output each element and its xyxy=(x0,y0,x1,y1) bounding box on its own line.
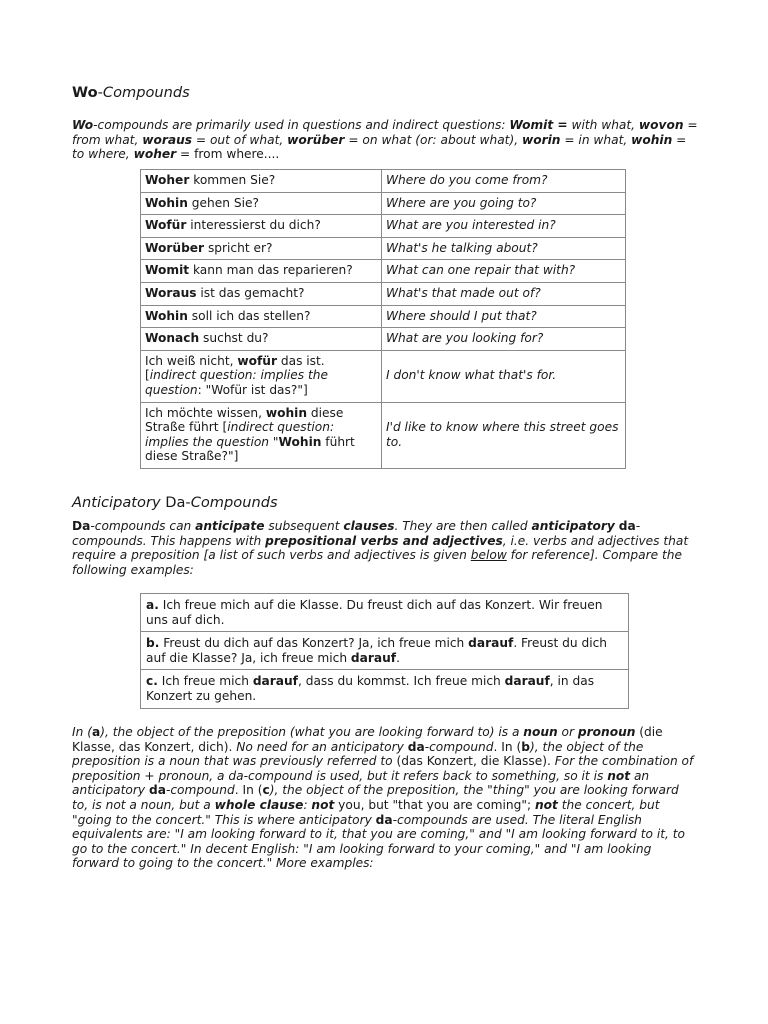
german-sentence-cell xyxy=(141,402,382,468)
text-run: for reference]. Compare the following examples: xyxy=(72,548,682,577)
text-run: spricht er? xyxy=(204,240,273,255)
text-run: diese Straße führt [ xyxy=(145,405,344,435)
text-run: the concert, but "going to the concert." This is where anticipatory xyxy=(72,797,660,827)
text-run: da xyxy=(407,739,425,754)
text-run: you, but "that you are coming"; xyxy=(334,797,535,812)
text-run: Womit = xyxy=(509,118,568,132)
english-translation-cell: What's he talking about? xyxy=(382,237,626,260)
text-run: Wohin xyxy=(145,195,188,210)
text-run: Wohin xyxy=(278,434,322,449)
text-run: Worüber xyxy=(145,240,205,255)
german-sentence-cell xyxy=(141,328,382,351)
text-run: Ich freue mich xyxy=(157,674,253,689)
table-row xyxy=(141,350,626,402)
english-translation-cell: What can one repair that with? xyxy=(382,260,626,283)
text-run: da xyxy=(618,519,636,533)
text-run: prepositional verbs and adjectives xyxy=(265,533,503,548)
text-run: , in das Konzert zu gehen. xyxy=(146,674,595,703)
text-run: . Freust du dich auf die Klasse? Ja, ich freue mich xyxy=(146,636,608,665)
text-run: Wo xyxy=(72,118,94,132)
text-run: - xyxy=(97,84,103,101)
text-run: ), the object of the preposition is a noun that was previously referred to xyxy=(72,739,644,769)
table-row xyxy=(141,260,626,283)
text-run: ), the object of the preposition, the "thing" you are looking forward to, is not a noun, but a xyxy=(72,783,679,812)
text-run: ist das gemacht? xyxy=(196,285,305,300)
text-run: Freust du dich auf das Konzert? Ja, ich freue mich xyxy=(159,636,469,651)
german-sentence-cell xyxy=(141,282,382,305)
text-run: da xyxy=(148,783,166,798)
text-run: Ich möchte wissen, xyxy=(145,405,266,420)
text-run: , dass du kommst. Ich freue mich xyxy=(297,674,505,689)
text-run: : "Wofür ist das?"] xyxy=(197,382,308,397)
text-run: darauf xyxy=(252,674,298,689)
intro-wo-compounds xyxy=(72,118,698,162)
text-run: Womit xyxy=(145,263,190,278)
german-sentence-cell xyxy=(141,305,382,328)
explanation-paragraph xyxy=(72,725,698,871)
text-run: wohin xyxy=(265,405,307,420)
text-run: The literal English equivalents are: "I am looking forward to it, that you are coming," and "I am looking forward to it, to go to the concert." In decent English: "I am looking forward to your coming," and "I am looking forward to going to the concert." More examples: xyxy=(72,812,686,871)
text-run: anticipate xyxy=(195,519,265,533)
text-run: Woraus xyxy=(145,285,197,300)
text-run: Compounds xyxy=(190,494,278,511)
text-run: subsequent xyxy=(264,519,344,533)
text-run: b. xyxy=(146,636,160,651)
example-cell xyxy=(141,594,629,632)
text-run: or xyxy=(557,725,578,739)
text-run: In ( xyxy=(72,725,92,739)
below-link[interactable]: below xyxy=(470,548,507,563)
text-run: . In ( xyxy=(234,783,263,798)
text-run: (das Konzert, die Klasse). xyxy=(396,754,555,769)
text-run: das ist. [ xyxy=(145,353,325,383)
text-run: suchst du? xyxy=(199,331,269,346)
text-run: führt diese Straße?"] xyxy=(145,434,355,464)
text-run: Wofür xyxy=(145,218,187,233)
text-run: (die Klasse, das Konzert, dich). xyxy=(72,725,663,754)
text-run: = from where.... xyxy=(176,147,280,162)
text-run: not xyxy=(534,797,558,812)
english-translation-cell: What's that made out of? xyxy=(382,282,626,305)
table-row xyxy=(141,328,626,351)
text-run: an anticipatory xyxy=(72,768,650,798)
text-run: . They are then called xyxy=(394,519,532,533)
heading-wo-compounds xyxy=(72,84,698,102)
examples-table xyxy=(140,593,629,709)
text-run: interessierst du dich? xyxy=(186,218,321,233)
text-run: . xyxy=(396,650,400,665)
text-run: whole clause xyxy=(214,797,304,812)
text-run: soll ich das stellen? xyxy=(187,308,311,323)
text-run: c xyxy=(262,783,270,798)
english-translation-cell: Where do you come from? xyxy=(382,170,626,193)
text-run: Da- xyxy=(165,494,191,511)
text-run: darauf xyxy=(468,636,514,651)
text-run: noun xyxy=(523,725,558,739)
text-run: gehen Sie? xyxy=(187,195,259,210)
text-run: woraus xyxy=(142,132,193,147)
example-row xyxy=(141,632,629,670)
text-run: Anticipatory xyxy=(72,494,166,511)
text-run: -compounds. This happens with xyxy=(72,519,641,548)
text-run: Wohin xyxy=(145,308,188,323)
text-run: -compounds are used. xyxy=(392,812,533,827)
text-run: darauf xyxy=(350,650,397,665)
example-row xyxy=(141,594,629,632)
text-run: -compound xyxy=(165,783,235,798)
text-run: Wo xyxy=(72,84,98,101)
intro-anticipatory-da-compounds xyxy=(72,519,698,577)
table-row xyxy=(141,402,626,468)
text-run: wovon xyxy=(638,118,684,132)
text-run: anticipatory xyxy=(531,519,615,533)
wo-compounds-table xyxy=(140,169,626,469)
text-run: . In ( xyxy=(493,739,522,754)
table-row xyxy=(141,237,626,260)
text-run: -compounds are primarily used in questions and indirect questions: xyxy=(93,118,510,132)
example-cell xyxy=(141,670,629,708)
table-row xyxy=(141,282,626,305)
german-sentence-cell xyxy=(141,260,382,283)
text-run: worüber xyxy=(287,132,345,147)
table-row xyxy=(141,305,626,328)
text-run: " xyxy=(269,434,279,449)
german-sentence-cell xyxy=(141,170,382,193)
example-cell xyxy=(141,632,629,670)
text-run: wofür xyxy=(237,353,277,368)
english-translation-cell: I don't know what that's for. xyxy=(382,350,626,402)
german-sentence-cell xyxy=(141,192,382,215)
text-run: -compounds can xyxy=(90,519,196,533)
text-run: da xyxy=(375,812,393,827)
german-sentence-cell xyxy=(141,215,382,238)
german-sentence-cell xyxy=(141,350,382,402)
english-translation-cell: What are you looking for? xyxy=(382,328,626,351)
text-run: pronoun xyxy=(577,725,636,739)
text-run: Ich freue mich auf die Klasse. Du freust dich auf das Konzert. Wir freuen uns auf dich. xyxy=(146,598,603,627)
text-run: = from what, xyxy=(72,118,698,147)
table-row xyxy=(141,170,626,193)
text-run: clauses xyxy=(343,519,395,533)
text-run: Ich weiß nicht, xyxy=(145,353,238,368)
wo-compounds-table-body xyxy=(141,170,626,469)
english-translation-cell: Where are you going to? xyxy=(382,192,626,215)
text-run: indirect question: implies the question xyxy=(145,420,335,449)
table-row xyxy=(141,192,626,215)
text-run: Wonach xyxy=(145,331,200,346)
text-run: kommen Sie? xyxy=(189,173,276,187)
text-run: worin xyxy=(521,132,561,147)
text-run: = out of what, xyxy=(192,132,288,147)
text-run: indirect question: implies the question xyxy=(145,368,328,397)
text-run: Da xyxy=(72,519,91,533)
text-run: -compound xyxy=(424,739,494,754)
text-run: not xyxy=(607,768,631,783)
text-run: b xyxy=(521,739,530,754)
text-run: c. xyxy=(146,674,158,689)
text-run: a. xyxy=(146,598,159,612)
text-run: ), the object of the preposition (what you are looking forward to) is a xyxy=(100,725,524,739)
text-run: Compounds xyxy=(102,84,190,101)
heading-anticipatory-da-compounds xyxy=(72,494,698,512)
text-run: darauf xyxy=(504,674,550,689)
text-run: : xyxy=(303,797,312,812)
text-run: = in what, xyxy=(560,132,632,147)
text-run: = on what (or: about what), xyxy=(344,132,522,147)
text-run: = to where, xyxy=(72,132,687,162)
examples-table-body xyxy=(141,594,629,709)
text-run: For the combination of preposition + pronoun, a da-compound is used, but it refers back to something, so it is xyxy=(72,754,694,783)
english-translation-cell: I'd like to know where this street goes to. xyxy=(382,402,626,468)
text-run: with what, xyxy=(567,118,639,132)
english-translation-cell: Where should I put that? xyxy=(382,305,626,328)
text-run: kann man das reparieren? xyxy=(189,263,353,278)
text-run: Woher xyxy=(145,173,190,187)
example-row xyxy=(141,670,629,708)
text-run: a xyxy=(91,725,101,739)
table-row xyxy=(141,215,626,238)
english-translation-cell: What are you interested in? xyxy=(382,215,626,238)
text-run: not xyxy=(311,797,335,812)
text-run: woher xyxy=(133,147,177,162)
text-run: , i.e. verbs and adjectives that require a preposition [a list of such verbs and adjectives is given xyxy=(72,533,689,563)
text-run: No need for an anticipatory xyxy=(236,739,408,754)
german-sentence-cell xyxy=(141,237,382,260)
text-run: wohin xyxy=(631,132,673,147)
